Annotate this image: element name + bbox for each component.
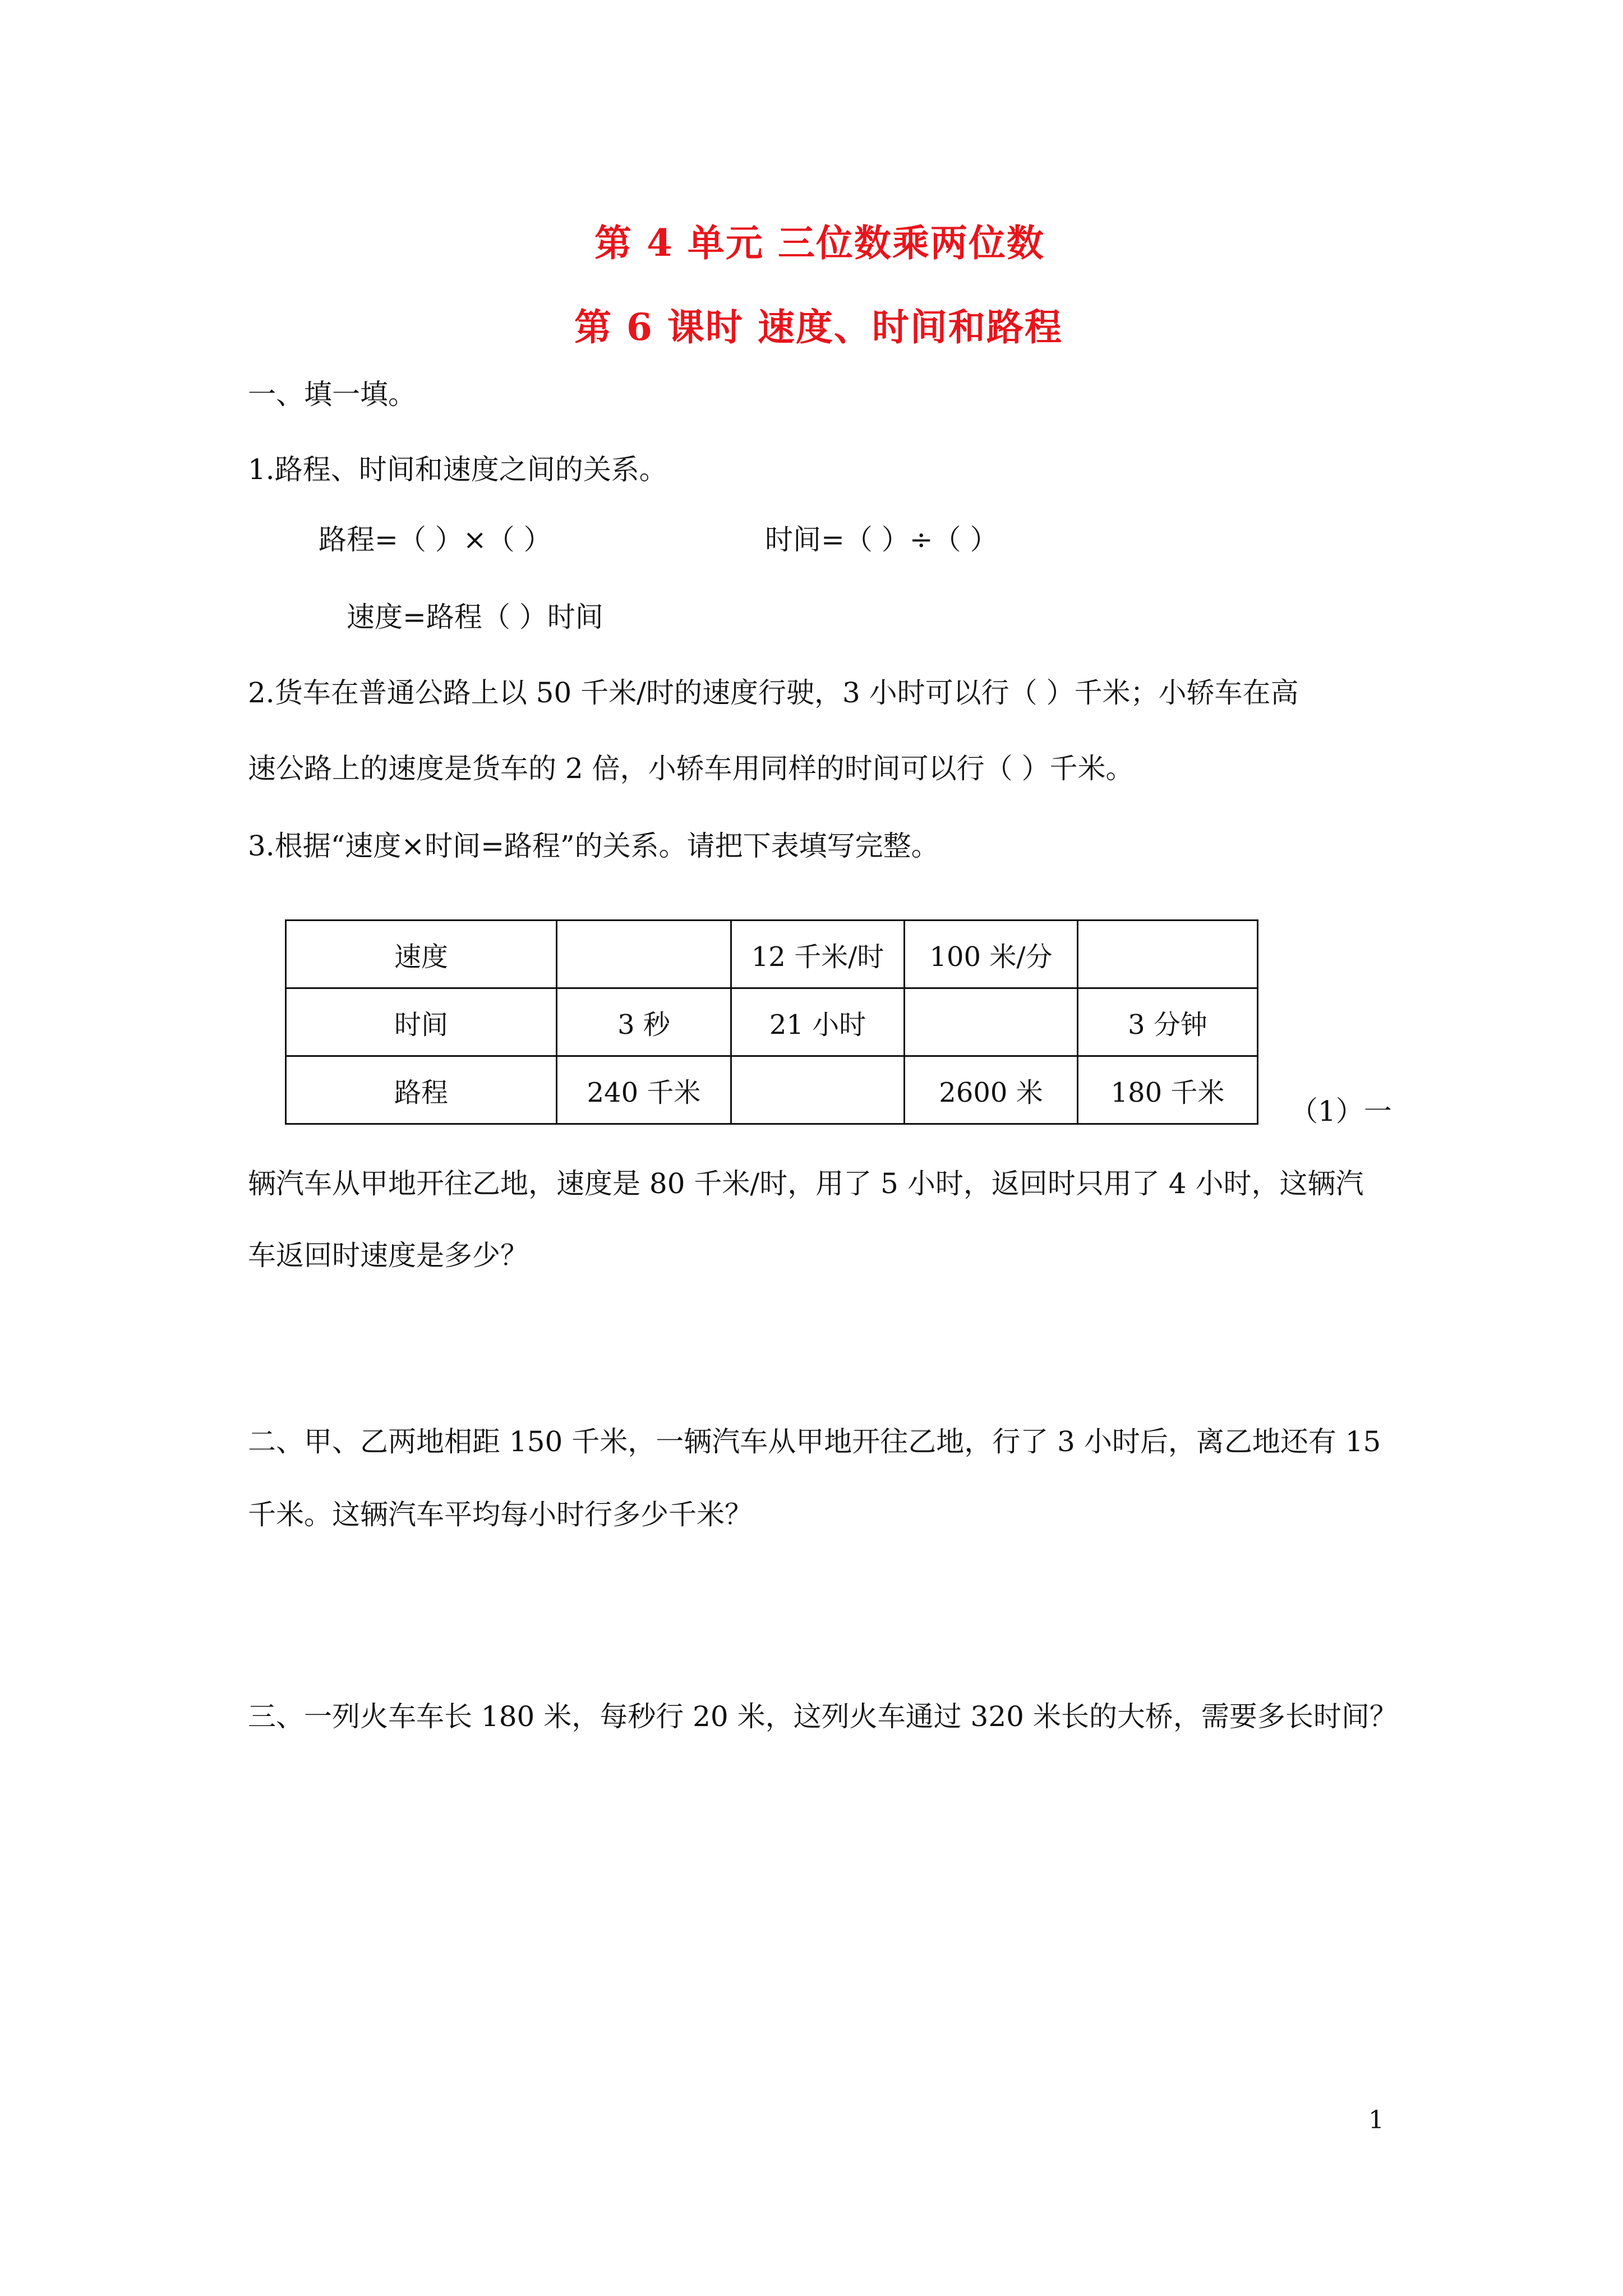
speed-time-distance-table	[285, 919, 1258, 1125]
section-1-heading: 一、填一填。	[248, 378, 416, 411]
table-cell: 速度	[286, 921, 557, 988]
formula-distance: 路程=（ ）×（ ）	[319, 523, 552, 556]
formula-speed: 速度=路程（ ）时间	[347, 601, 603, 633]
page-number: 1	[1368, 2106, 1384, 2134]
question-2-line-2: 速公路上的速度是货车的 2 倍，小轿车用同样的时间可以行（ ）千米。	[248, 752, 1134, 785]
table-cell	[731, 1056, 905, 1124]
table-row	[286, 921, 1258, 988]
unit-title: 第 4 单元 三位数乘两位数	[594, 221, 1045, 265]
table-cell: 路程	[286, 1056, 557, 1124]
section-2-line-1: 二、甲、乙两地相距 150 千米，一辆汽车从甲地开往乙地，行了 3 小时后，离乙地还有 15	[248, 1425, 1381, 1458]
table-cell	[1078, 921, 1258, 988]
question-4-prefix: （1）一	[1290, 1095, 1392, 1128]
section-3-line-1: 三、一列火车车长 180 米，每秒行 20 米，这列火车通过 320 米长的大桥，需要多长时间？	[248, 1700, 1398, 1733]
table-cell: 2600 米	[905, 1056, 1078, 1124]
question-1-text: 1.路程、时间和速度之间的关系。	[248, 453, 667, 486]
table-cell: 240 千米	[557, 1056, 731, 1124]
question-3-text: 3.根据“速度×时间=路程”的关系。请把下表填写完整。	[248, 830, 939, 862]
table-row	[286, 988, 1258, 1056]
section-2-line-2: 千米。这辆汽车平均每小时行多少千米？	[248, 1498, 753, 1531]
formula-time: 时间=（ ）÷（ ）	[765, 523, 998, 556]
question-4-line-1: 辆汽车从甲地开往乙地，速度是 80 千米/时，用了 5 小时，返回时只用了 4 小时，这辆汽	[248, 1167, 1364, 1200]
table-cell: 3 秒	[557, 988, 731, 1056]
table-cell: 3 分钟	[1078, 988, 1258, 1056]
table-cell: 100 米/分	[905, 921, 1078, 988]
table-cell: 12 千米/时	[731, 921, 905, 988]
question-4-line-2: 车返回时速度是多少？	[248, 1239, 528, 1272]
table-cell: 时间	[286, 988, 557, 1056]
lesson-title: 第 6 课时 速度、时间和路程	[574, 305, 1063, 349]
question-2-line-1: 2.货车在普通公路上以 50 千米/时的速度行驶，3 小时可以行（ ）千米；小轿车在高	[248, 677, 1299, 709]
table-cell	[557, 921, 731, 988]
table-cell: 21 小时	[731, 988, 905, 1056]
table-cell	[905, 988, 1078, 1056]
table-cell: 180 千米	[1078, 1056, 1258, 1124]
table-row	[286, 1056, 1258, 1124]
